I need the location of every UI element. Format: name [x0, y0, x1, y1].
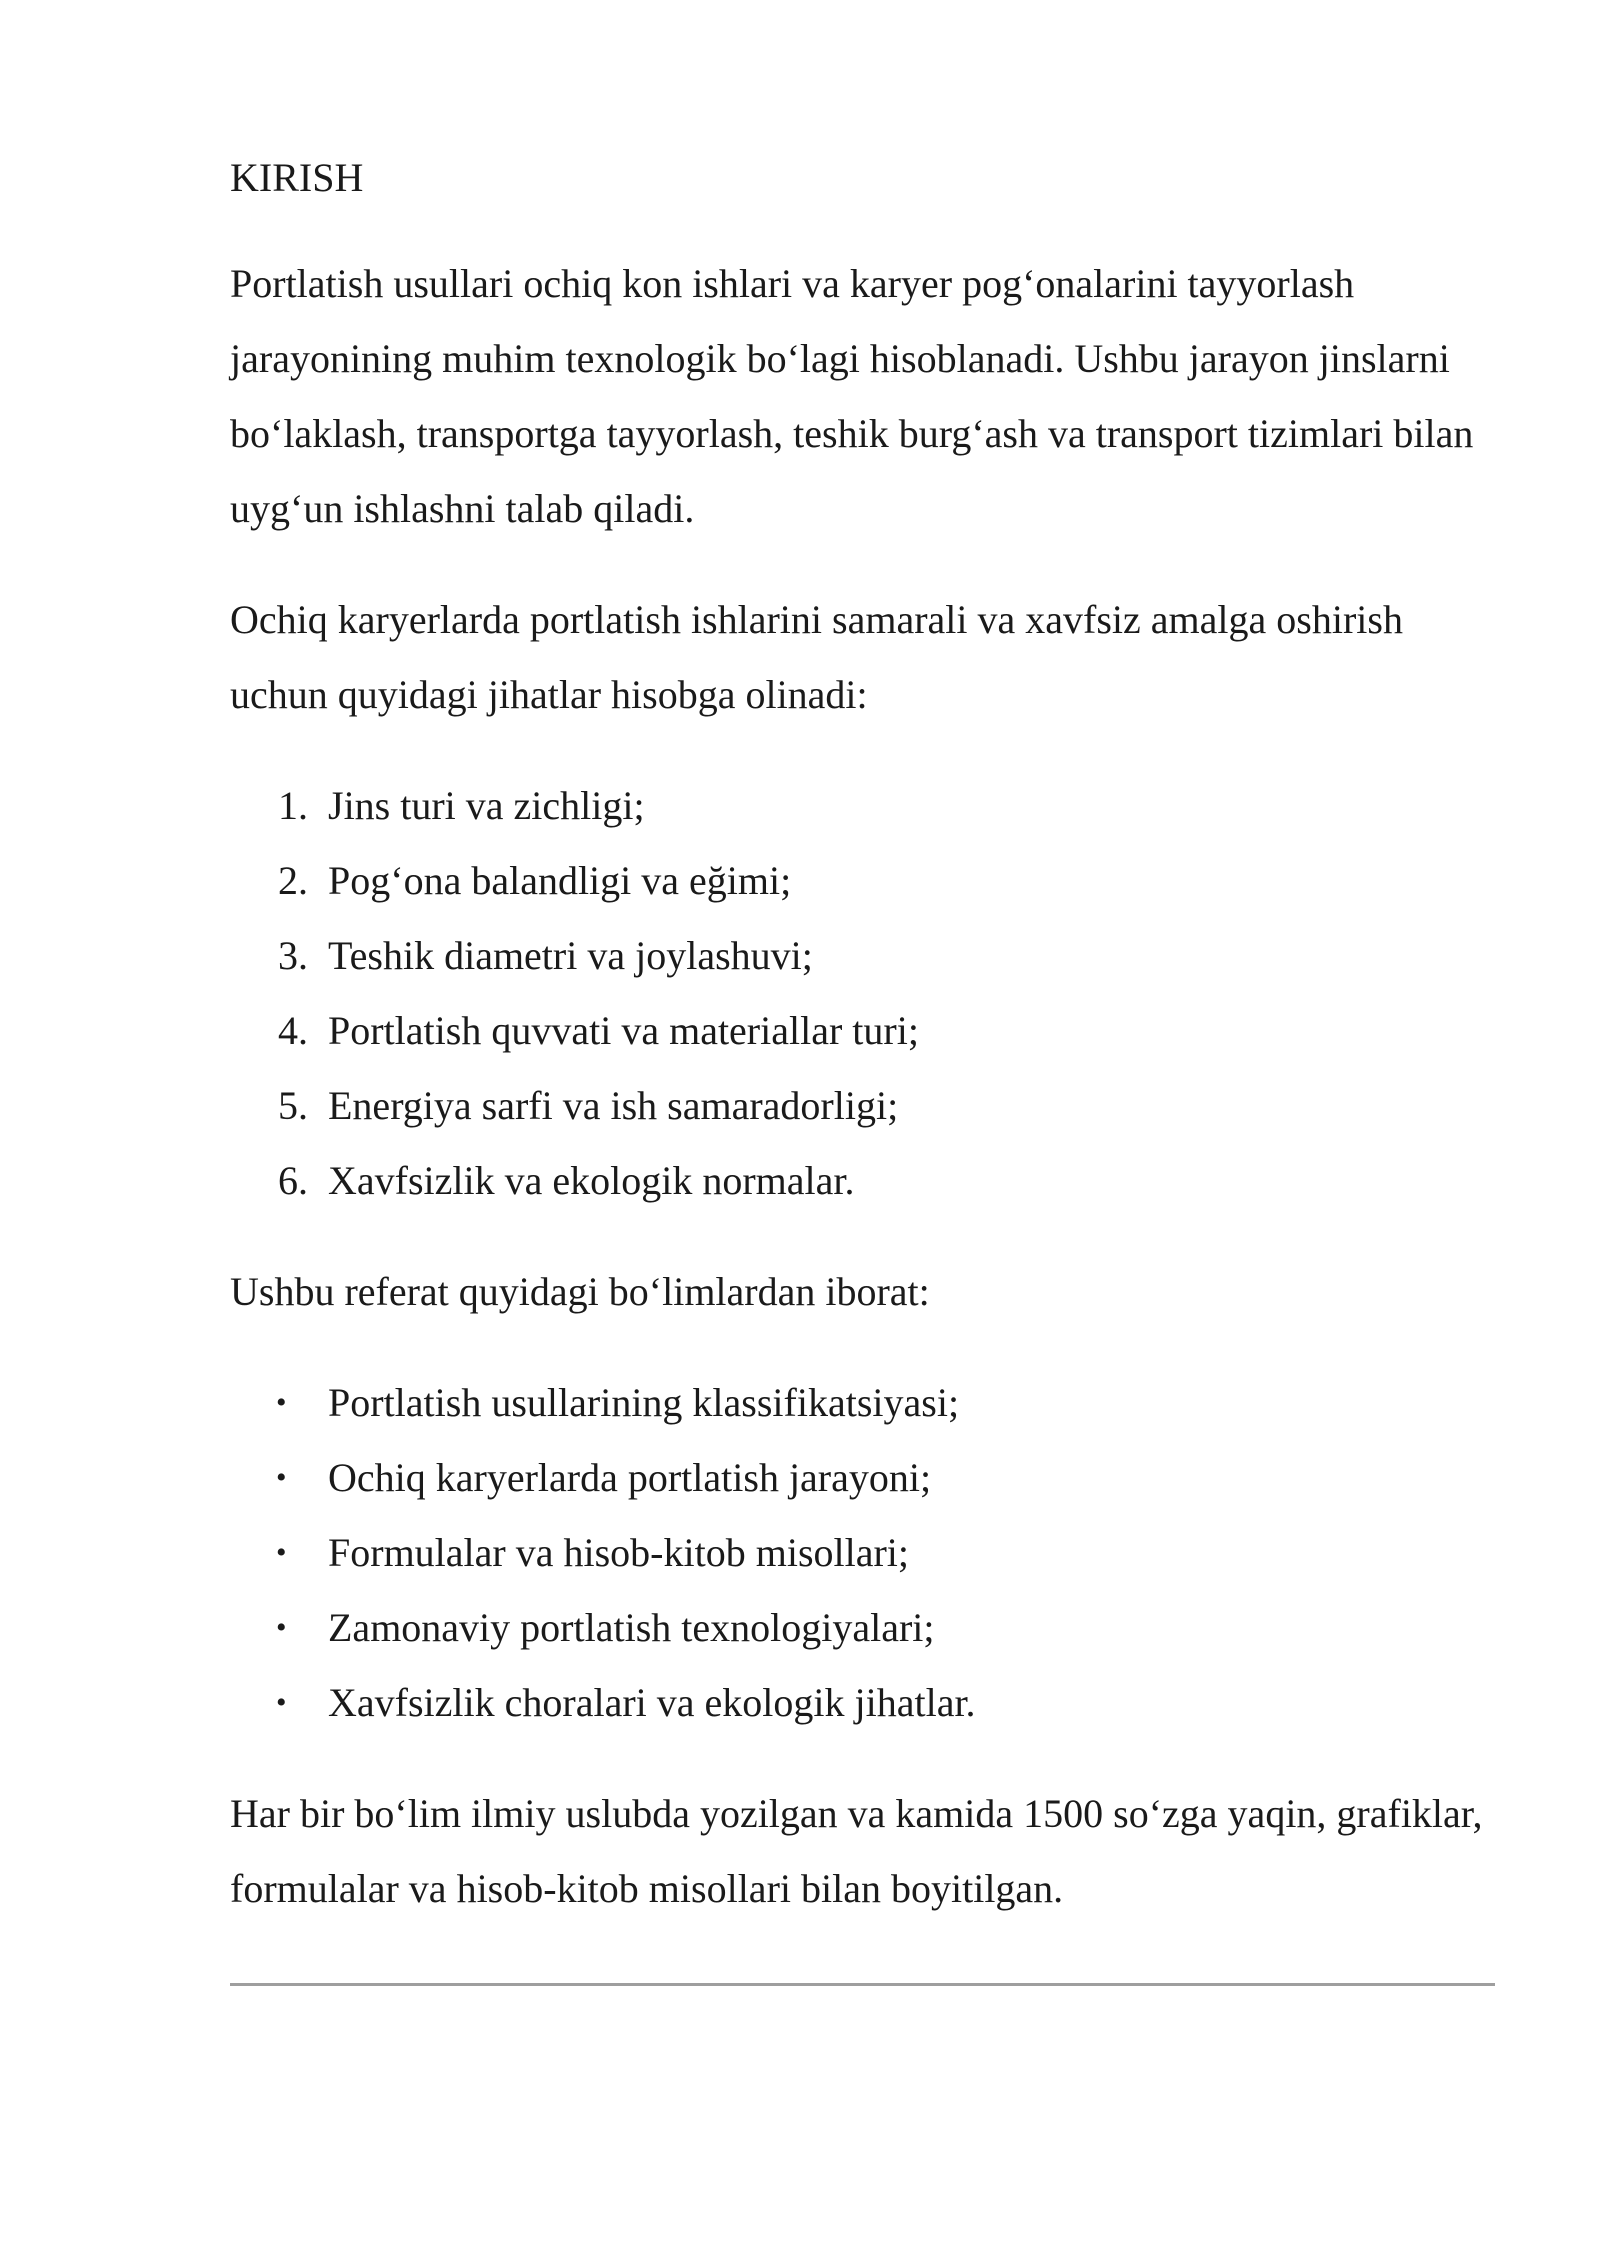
intro-paragraph: Portlatish usullari ochiq kon ishlari va karyer pog‘onalarini tayyorlash jarayonining muhim texnologik bo‘lagi hisoblanadi. Ushbu jarayon jinslarni bo‘laklash, transportga tayyorlash, teshik burg‘ash va transport tizimlari bilan uyg‘un ishlashni talab qiladi. [230, 261, 1474, 531]
list-number: 3. [278, 933, 308, 978]
aspects-intro-paragraph: Ochiq karyerlarda portlatish ishlarini samarali va xavfsiz amalga oshirish uchun quyidagi jihatlar hisobga olinadi: [230, 597, 1403, 717]
list-item [230, 1365, 1495, 1440]
bullet-icon: • [276, 1386, 287, 1419]
sections-intro-paragraph: Ushbu referat quyidagi bo‘limlardan iborat: [230, 1269, 930, 1314]
sections-bullet-list [230, 1365, 1495, 1740]
list-item-text: Xavfsizlik choralari va ekologik jihatlar. [328, 1680, 976, 1725]
list-item [230, 993, 1495, 1068]
bullet-icon: • [276, 1686, 287, 1719]
list-item [230, 1068, 1495, 1143]
bullet-icon: • [276, 1461, 287, 1494]
list-item-text: Energiya sarfi va ish samaradorligi; [328, 1083, 899, 1128]
list-item-text: Xavfsizlik va ekologik normalar. [328, 1158, 855, 1203]
list-number: 5. [278, 1083, 308, 1128]
list-item-text: Zamonaviy portlatish texnologiyalari; [328, 1605, 935, 1650]
list-item-text: Jins turi va zichligi; [328, 783, 645, 828]
list-number: 6. [278, 1158, 308, 1203]
list-item [230, 768, 1495, 843]
closing-paragraph: Har bir bo‘lim ilmiy uslubda yozilgan va kamida 1500 so‘zga yaqin, grafiklar, formulalar va hisob-kitob misollari bilan boyitilgan. [230, 1791, 1483, 1911]
list-item [230, 843, 1495, 918]
list-item [230, 918, 1495, 993]
list-item [230, 1665, 1495, 1740]
bullet-icon: • [276, 1536, 287, 1569]
list-item-text: Portlatish usullarining klassifikatsiyasi; [328, 1380, 960, 1425]
list-item-text: Pog‘ona balandligi va eğimi; [328, 858, 792, 903]
section-heading: KIRISH [230, 155, 364, 200]
list-number: 1. [278, 783, 308, 828]
list-item [230, 1440, 1495, 1515]
horizontal-rule [230, 1983, 1495, 1986]
list-item-text: Portlatish quvvati va materiallar turi; [328, 1008, 919, 1053]
aspects-numbered-list [230, 768, 1495, 1218]
list-number: 4. [278, 1008, 308, 1053]
bullet-icon: • [276, 1611, 287, 1644]
list-item-text: Ochiq karyerlarda portlatish jarayoni; [328, 1455, 932, 1500]
list-item [230, 1590, 1495, 1665]
list-item-text: Teshik diametri va joylashuvi; [328, 933, 813, 978]
list-item [230, 1515, 1495, 1590]
list-item-text: Formulalar va hisob-kitob misollari; [328, 1530, 910, 1575]
list-item [230, 1143, 1495, 1218]
document-page [230, 150, 1495, 1962]
list-number: 2. [278, 858, 308, 903]
